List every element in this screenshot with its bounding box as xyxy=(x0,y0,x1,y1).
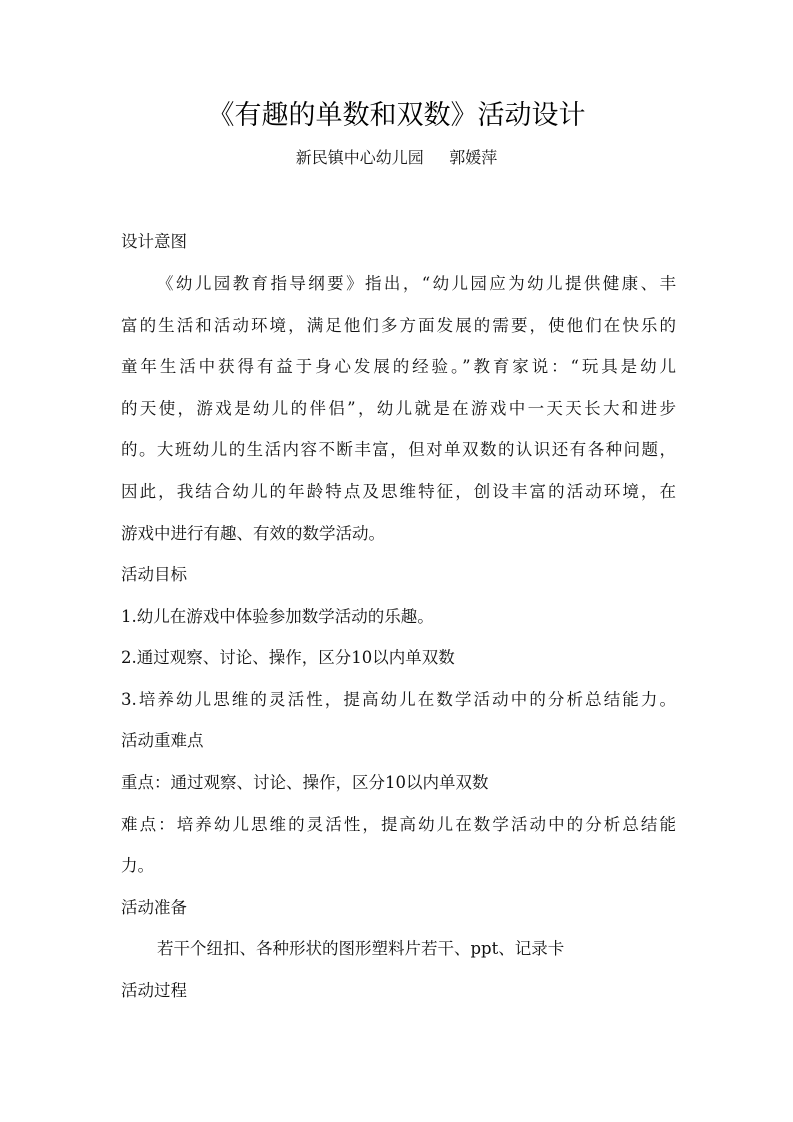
paragraph-line: 的天使，游戏是幼儿的伴侣”，幼儿就是在游戏中一天天长大和进步 xyxy=(121,399,676,418)
paragraph-line: 游戏中进行有趣、有效的数学活动。 xyxy=(121,524,385,543)
paragraph-line: 因此，我结合幼儿的年龄特点及思维特征，创设丰富的活动环境，在 xyxy=(121,482,676,501)
paragraph-line: 富的生活和活动环境，满足他们多方面发展的需要，使他们在快乐的 xyxy=(121,316,676,335)
author-line: 新民镇中心幼儿园 郭媛萍 xyxy=(295,148,498,167)
difficulty-line-continued: 力。 xyxy=(121,856,154,875)
goal-item-2: 2.通过观察、讨论、操作，区分10以内单双数 xyxy=(121,648,455,667)
section-heading-process: 活动过程 xyxy=(121,981,187,1000)
paragraph-line: 《幼儿园教育指导纲要》指出，“幼儿园应为幼儿提供健康、丰 xyxy=(157,274,676,293)
section-heading-key-points: 活动重难点 xyxy=(121,731,204,750)
document-title: 《有趣的单数和双数》活动设计 xyxy=(207,100,586,131)
preparation-line: 若干个纽扣、各种形状的图形塑料片若干、ppt、记录卡 xyxy=(157,939,565,958)
paragraph-line: 童年生活中获得有益于身心发展的经验。”教育家说：“玩具是幼儿 xyxy=(121,357,676,376)
difficulty-line: 难点：培养幼儿思维的灵活性，提高幼儿在数学活动中的分析总结能 xyxy=(121,815,676,834)
key-point-line: 重点：通过观察、讨论、操作，区分10以内单双数 xyxy=(121,773,489,792)
section-heading-preparation: 活动准备 xyxy=(121,898,187,917)
section-heading-design-intent: 设计意图 xyxy=(121,232,187,251)
paragraph-line: 的。大班幼儿的生活内容不断丰富，但对单双数的认识还有各种问题， xyxy=(121,440,676,459)
goal-item-3: 3.培养幼儿思维的灵活性，提高幼儿在数学活动中的分析总结能力。 xyxy=(121,690,676,709)
goal-item-1: 1.幼儿在游戏中体验参加数学活动的乐趣。 xyxy=(121,607,434,626)
section-heading-goals: 活动目标 xyxy=(121,565,187,584)
